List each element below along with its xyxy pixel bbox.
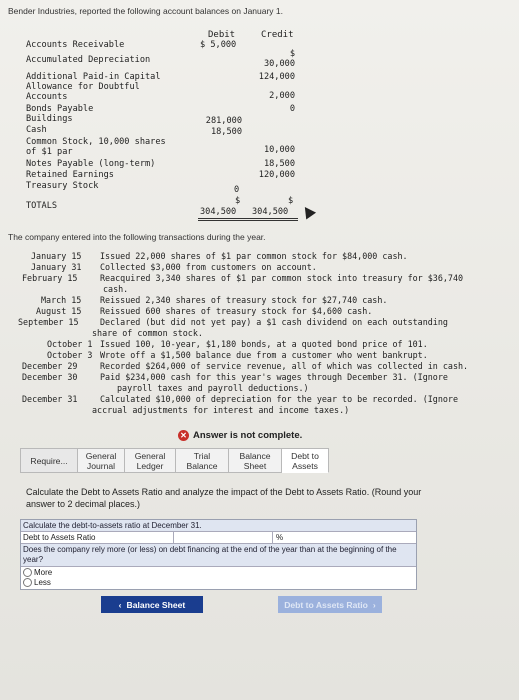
tx-date: October 3 bbox=[47, 350, 93, 360]
tx-text: Wrote off a $1,500 balance due from a customer who went bankrupt. bbox=[100, 350, 428, 360]
total-credit: 304,500 bbox=[252, 207, 289, 217]
error-x-icon: ✕ bbox=[178, 430, 189, 441]
transactions-intro: The company entered into the following transactions during the year. bbox=[8, 232, 266, 242]
acct-credit: 120,000 bbox=[258, 170, 295, 180]
option-less[interactable] bbox=[21, 577, 416, 589]
tx-text: Reacquired 3,340 shares of $1 par common stock into treasury for $36,740 bbox=[100, 273, 464, 283]
tab-label: Balance Sheet bbox=[239, 450, 271, 471]
tx-text: Calculated $10,000 of depreciation for the year to be recorded. (Ignore bbox=[100, 394, 458, 404]
tab-trial-balance[interactable] bbox=[176, 448, 229, 473]
tab-required[interactable] bbox=[20, 448, 78, 473]
tx-date: October 1 bbox=[47, 339, 93, 349]
answer-status bbox=[178, 430, 302, 441]
total-credit-symbol: $ bbox=[288, 196, 294, 206]
acct-debit: $ 5,000 bbox=[200, 40, 237, 50]
total-debit-symbol: $ bbox=[235, 196, 241, 206]
ratio-label: Debt to Assets Ratio bbox=[21, 532, 174, 543]
tx-text: Reissued 600 shares of treasury stock for $4,600 cash. bbox=[100, 306, 373, 316]
acct-name: Allowance for Doubtful Accounts bbox=[26, 82, 140, 102]
acct-name: Notes Payable (long-term) bbox=[26, 159, 156, 169]
acct-debit: 18,500 bbox=[210, 127, 242, 137]
acct-name: Retained Earnings bbox=[26, 170, 114, 180]
tx-text: Issued 22,000 shares of $1 par common stock for $84,000 cash. bbox=[100, 251, 408, 261]
tab-general-journal[interactable] bbox=[78, 448, 125, 473]
tx-cont: cash. bbox=[103, 284, 129, 294]
tab-label: General Journal bbox=[85, 450, 117, 471]
acct-name: Additional Paid-in Capital bbox=[26, 72, 161, 82]
tx-date: December 30 bbox=[22, 372, 78, 382]
total-debit: 304,500 bbox=[200, 207, 237, 217]
tx-date: September 15 bbox=[18, 317, 79, 327]
tx-date: August 15 bbox=[36, 306, 82, 316]
tx-text: Issued 100, 10-year, $1,180 bonds, at a quoted bond price of 101. bbox=[100, 339, 428, 349]
acct-name: Accumulated Depreciation bbox=[26, 55, 151, 65]
total-underline bbox=[198, 218, 298, 219]
tx-date: December 29 bbox=[22, 361, 78, 371]
acct-name: Cash bbox=[26, 125, 47, 135]
question2-header: Does the company rely more (or less) on debt financing at the end of the year than at the beginning of the year? bbox=[21, 544, 416, 567]
chevron-left-icon: ‹ bbox=[118, 599, 122, 610]
tab-label: Debt to Assets bbox=[291, 450, 319, 471]
tx-date: March 15 bbox=[41, 295, 82, 305]
ratio-unit: % bbox=[276, 533, 284, 542]
intro-text: Bender Industries, reported the following account balances on January 1. bbox=[8, 6, 284, 16]
tx-text: Paid $234,000 cash for this year's wages through December 31. (Ignore bbox=[100, 372, 448, 382]
option-more[interactable] bbox=[21, 567, 416, 577]
tab-label: Trial Balance bbox=[186, 450, 218, 471]
acct-name: Accounts Receivable bbox=[26, 40, 125, 50]
question1-header: Calculate the debt-to-assets ratio at December 31. bbox=[21, 520, 416, 532]
option-label: More bbox=[34, 567, 53, 577]
chevron-right-icon: › bbox=[372, 599, 376, 610]
tx-date: January 31 bbox=[31, 262, 82, 272]
tx-text: Recorded $264,000 of service revenue, all of which was collected in cash. bbox=[100, 361, 469, 371]
option-label: Less bbox=[34, 577, 51, 587]
total-double-underline bbox=[198, 220, 298, 221]
mouse-cursor-icon bbox=[300, 204, 316, 220]
tx-date: February 15 bbox=[22, 273, 78, 283]
acct-credit: 18,500 bbox=[263, 159, 295, 169]
acct-name: Treasury Stock bbox=[26, 181, 99, 191]
tab-debt-to-assets[interactable] bbox=[282, 448, 329, 473]
radio-icon[interactable] bbox=[23, 578, 32, 587]
answer-status-text: Answer is not complete. bbox=[193, 430, 303, 441]
acct-credit: 124,000 bbox=[258, 72, 295, 82]
tab-general-ledger[interactable] bbox=[125, 448, 176, 473]
nav-prev-label: Balance Sheet bbox=[126, 599, 186, 610]
ratio-row bbox=[21, 532, 416, 544]
acct-credit: $ 30,000 bbox=[263, 49, 295, 69]
acct-name: Buildings bbox=[26, 114, 73, 124]
instructions: Calculate the Debt to Assets Ratio and analyze the impact of the Debt to Assets Ratio. (Round your answer to 2 decimal places.) bbox=[26, 487, 422, 509]
totals-label: TOTALS bbox=[26, 201, 58, 211]
tx-cont: share of common stock. bbox=[92, 328, 203, 338]
balance-sheet-button[interactable] bbox=[101, 596, 203, 613]
tx-cont: payroll taxes and payroll deductions.) bbox=[117, 383, 309, 393]
credit-header: Credit bbox=[261, 30, 294, 40]
tx-text: Reissued 2,340 shares of treasury stock for $27,740 cash. bbox=[100, 295, 388, 305]
radio-icon[interactable] bbox=[23, 568, 32, 577]
tx-text: Declared (but did not yet pay) a $1 cash dividend on each outstanding bbox=[100, 317, 448, 327]
acct-debit: 0 bbox=[234, 185, 240, 195]
acct-name: Common Stock, 10,000 shares of $1 par bbox=[26, 137, 166, 157]
nav-next-label: Debt to Assets Ratio bbox=[284, 599, 368, 610]
ratio-input[interactable] bbox=[174, 532, 273, 543]
tab-balance-sheet[interactable] bbox=[229, 448, 282, 473]
debt-to-assets-ratio-button[interactable] bbox=[278, 596, 382, 613]
acct-credit: 10,000 bbox=[263, 145, 295, 155]
question-table bbox=[20, 519, 417, 590]
acct-credit: 0 bbox=[289, 104, 295, 114]
acct-name: Bonds Payable bbox=[26, 104, 94, 114]
acct-debit: 281,000 bbox=[205, 116, 242, 126]
tx-text: Collected $3,000 from customers on account. bbox=[100, 262, 317, 272]
tx-cont: accrual adjustments for interest and income taxes.) bbox=[92, 405, 350, 415]
tx-date: January 15 bbox=[31, 251, 82, 261]
debit-header: Debit bbox=[208, 30, 236, 40]
acct-credit: 2,000 bbox=[269, 91, 295, 101]
tab-label: General Ledger bbox=[134, 450, 166, 471]
tab-label: Require... bbox=[30, 455, 68, 466]
tab-bar bbox=[20, 448, 329, 473]
tx-date: December 31 bbox=[22, 394, 78, 404]
